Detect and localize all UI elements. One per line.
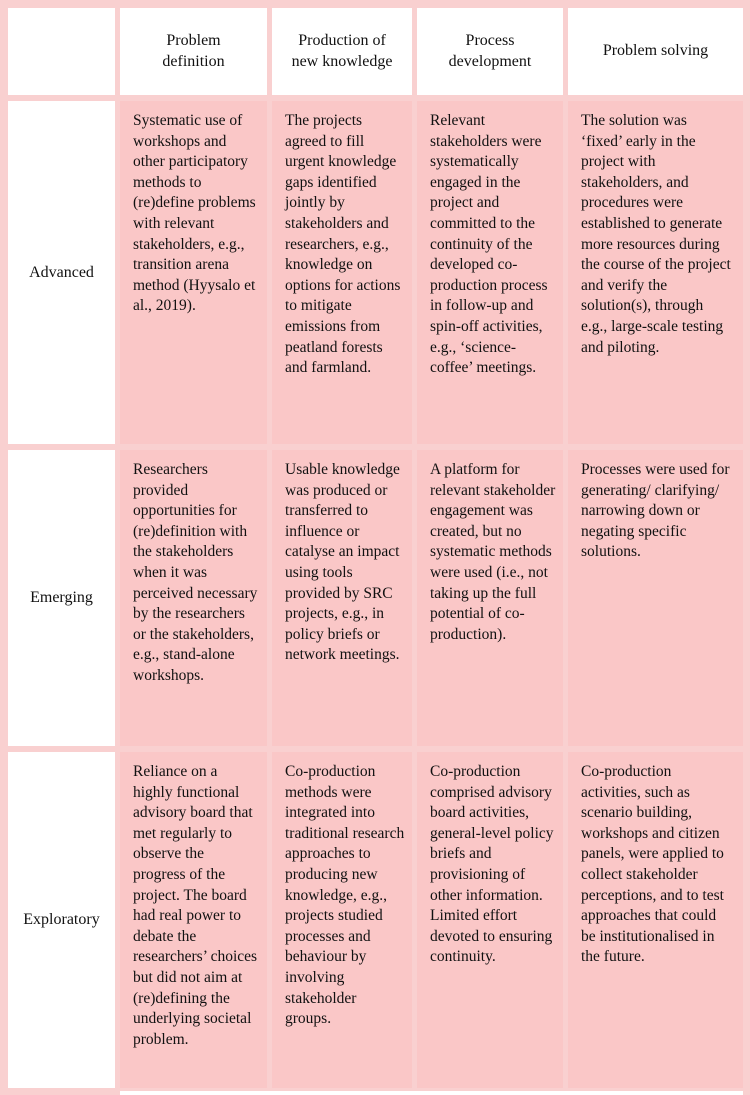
table-cell: Usable knowledge was produced or transferred to influence or catalyse an impact using tools provided by SRC projects, e.g., in policy briefs or network meetings. [272, 450, 412, 746]
row-header-advanced: Advanced [8, 101, 115, 444]
row-header-exploratory: Exploratory [8, 752, 115, 1088]
table-cell: Researchers provided opportunities for (re)definition with the stakeholders when it was perceived necessary by the researchers or the stakeholders, e.g., stand-alone workshops. [120, 450, 267, 746]
cropped-next-row-sliver [120, 1091, 743, 1095]
table-cell: Co-production activities, such as scenario building, workshops and citizen panels, were applied to collect stakeholder perceptions, and to test approaches that could be institutionalised in the future. [568, 752, 743, 1088]
column-header-problem-definition: Problem definition [120, 8, 267, 95]
table-cell: The projects agreed to fill urgent knowledge gaps identified jointly by stakeholders and researchers, e.g., knowledge on options for actions to mitigate emissions from peatland forests and farmland. [272, 101, 412, 444]
table-cell: Systematic use of workshops and other participatory methods to (re)define problems with relevant stakeholders, e.g., transition arena method (Hyysalo et al., 2019). [120, 101, 267, 444]
table-cell: Relevant stakeholders were systematically engaged in the project and committed to the continuity of the developed co-production process in follow-up and spin-off activities, e.g., ‘science-coffee’ meetings. [417, 101, 563, 444]
column-header-process-development: Process development [417, 8, 563, 95]
column-header-production-of-new-knowledge: Production of new knowledge [272, 8, 412, 95]
table-cell: Co-production methods were integrated into traditional research approaches to producing new knowledge, e.g., projects studied processes and behaviour by involving stakeholder groups. [272, 752, 412, 1088]
table-cell: Co-production comprised advisory board activities, general-level policy briefs and provisioning of other information. Limited effort devoted to ensuring continuity. [417, 752, 563, 1088]
table-cell: A platform for relevant stakeholder engagement was created, but no systematic methods were used (i.e., not taking up the full potential of co-production). [417, 450, 563, 746]
table-cell: The solution was ‘fixed’ early in the project with stakeholders, and procedures were established to generate more resources during the course of the project and verify the solution(s), through e.g., large-scale testing and piloting. [568, 101, 743, 444]
row-header-emerging: Emerging [8, 450, 115, 746]
table-cell: Processes were used for generating/ clarifying/ narrowing down or negating specific solutions. [568, 450, 743, 746]
column-header-problem-solving: Problem solving [568, 8, 743, 95]
corner-cell [8, 8, 115, 95]
table-cell: Reliance on a highly functional advisory board that met regularly to observe the progress of the project. The board had real power to debate the researchers’ choices but did not aim at (re)defining the underlying societal problem. [120, 752, 267, 1088]
coproduction-maturity-table [8, 8, 743, 1088]
